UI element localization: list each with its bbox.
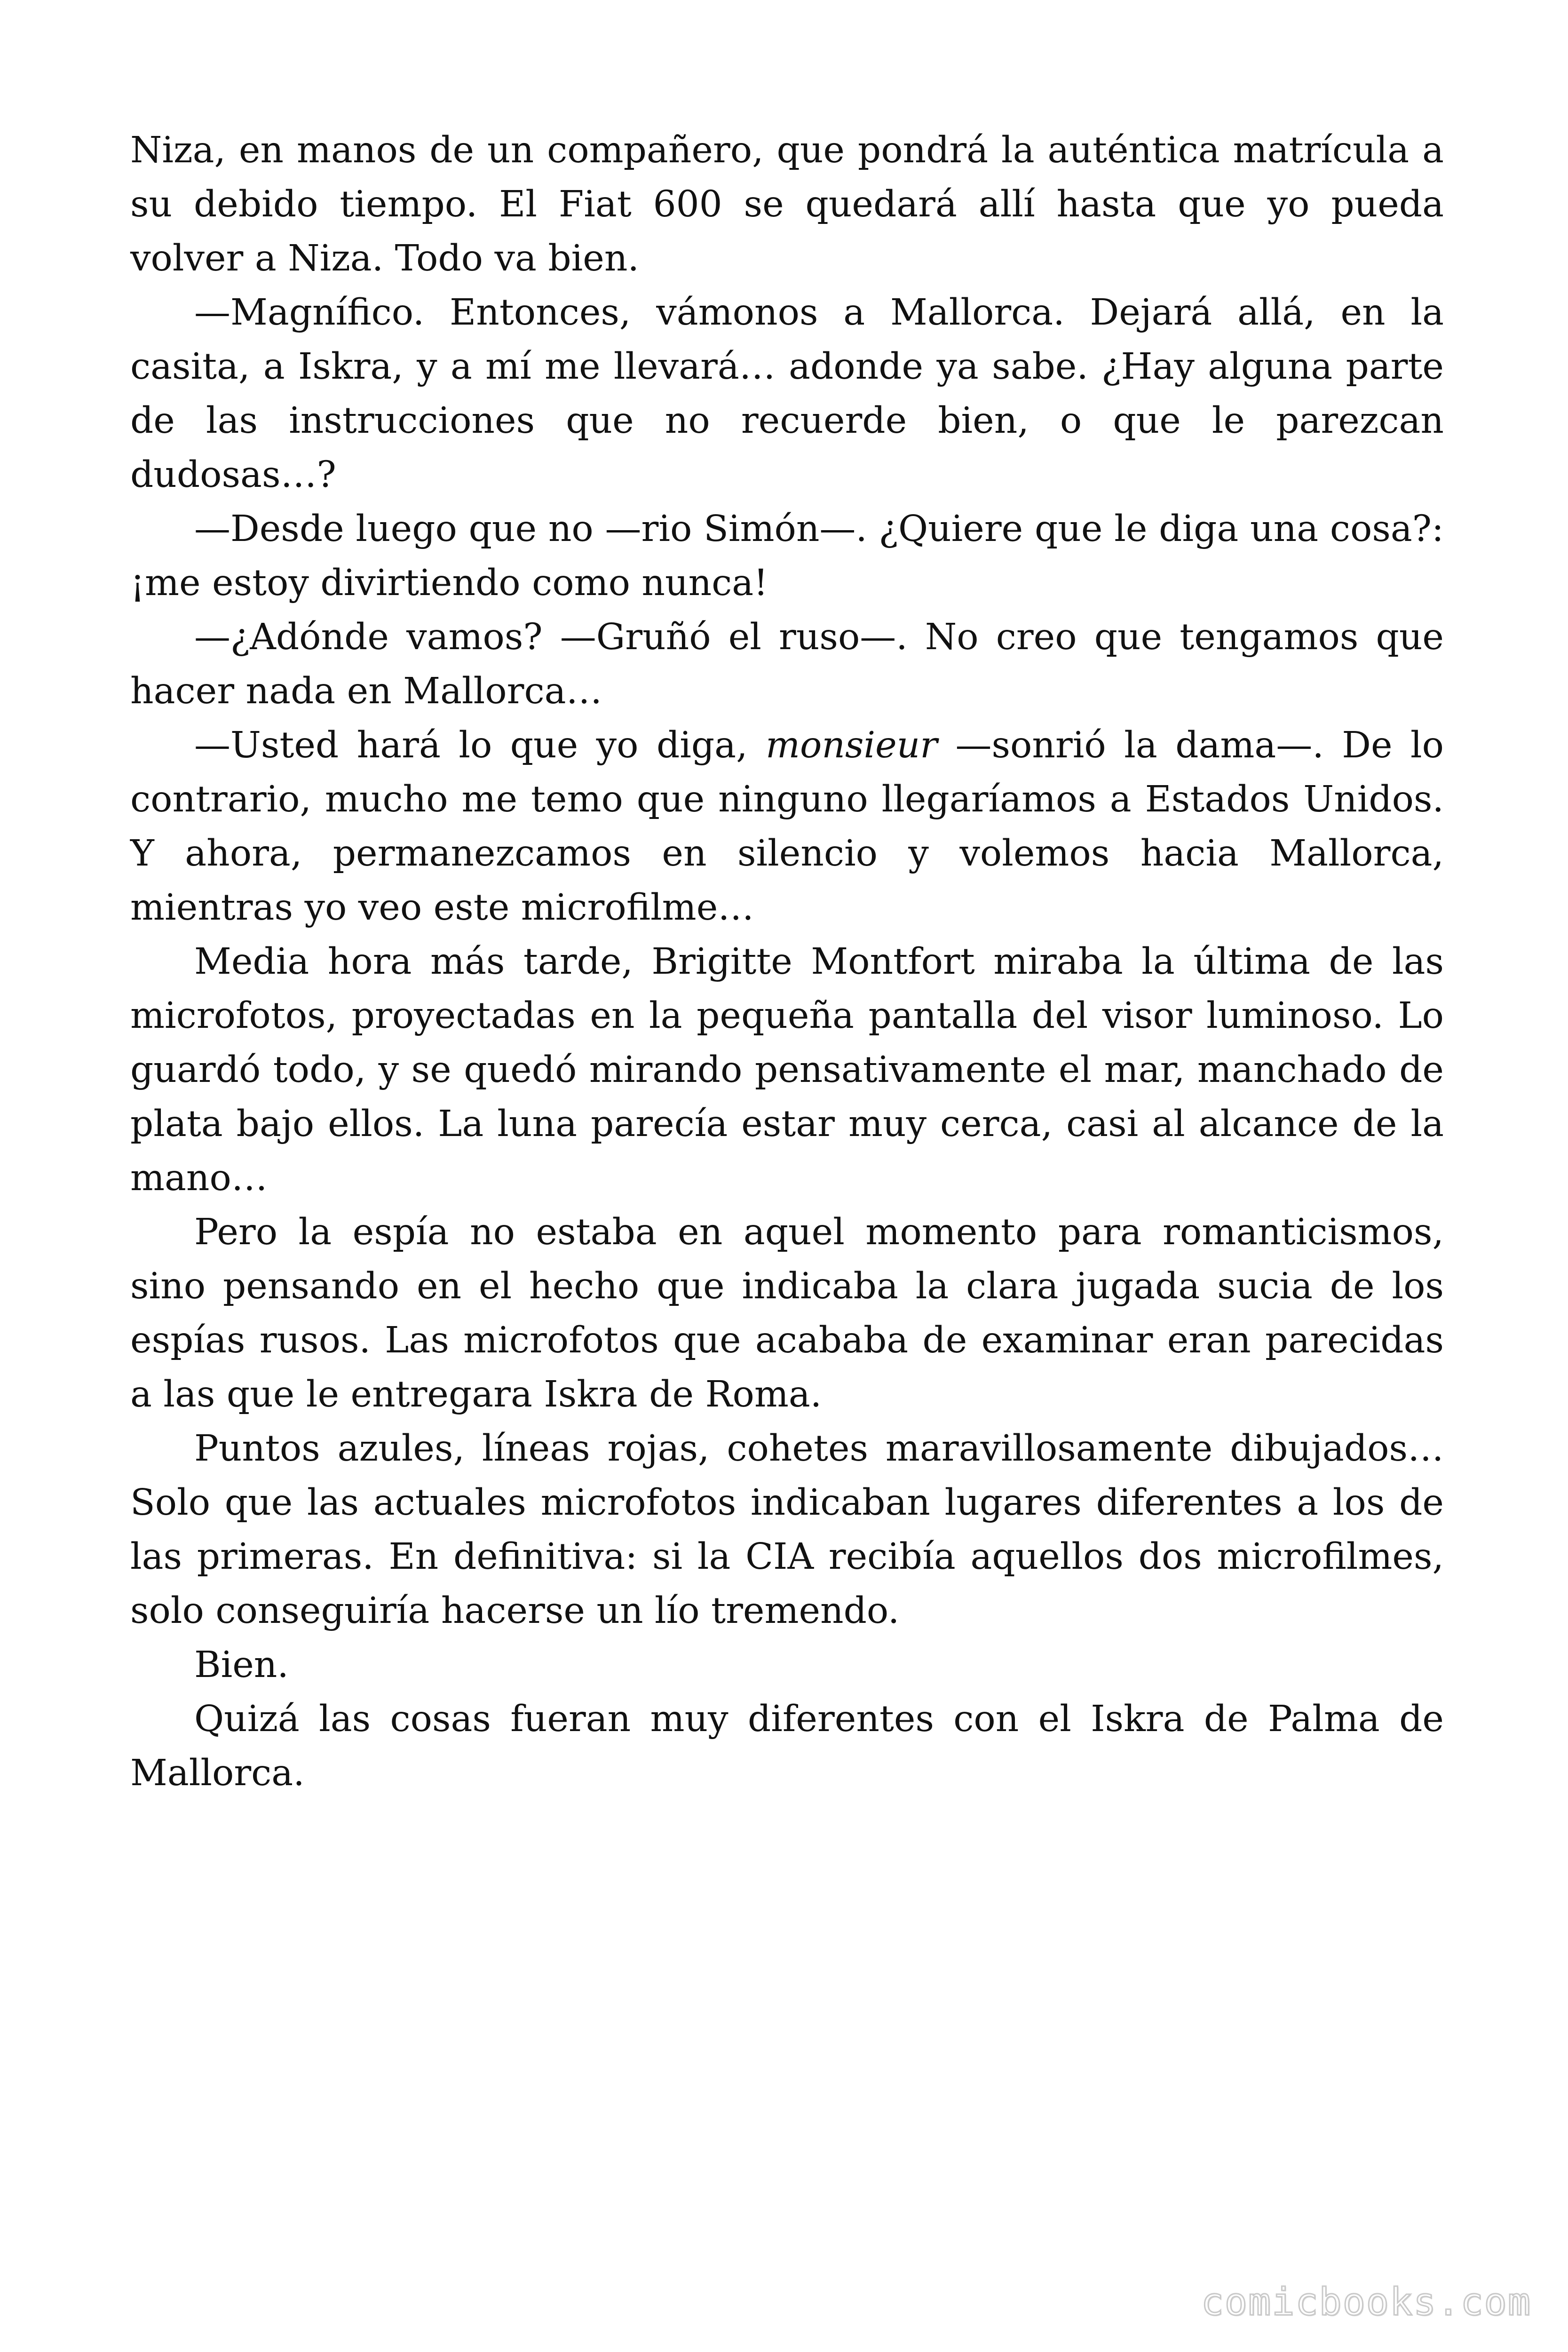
- paragraph: [130, 610, 1444, 718]
- paragraph: [130, 1422, 1444, 1638]
- paragraph: [130, 502, 1444, 610]
- paragraph-text: —Desde luego que no —rio Simón—. ¿Quiere que le diga una cosa?: ¡me estoy divirtiendo como nunca!: [130, 508, 1444, 604]
- paragraph-text: —¿Adónde vamos? —Gruñó el ruso—. No creo que tengamos que hacer nada en Mallorca…: [130, 616, 1444, 712]
- paragraph-text: Media hora más tarde, Brigitte Montfort miraba la última de las microfotos, proyectadas en la pequeña pantalla del visor luminoso. Lo guardó todo, y se quedó mirando pensativamente el mar, manchado de plata bajo ellos. La luna parecía estar muy cerca, casi al alcance de la mano…: [130, 941, 1444, 1199]
- paragraph: [130, 123, 1444, 286]
- paragraph-text: Quizá las cosas fueran muy diferentes con el Iskra de Palma de Mallorca.: [130, 1698, 1444, 1794]
- italic-text: monsieur: [766, 724, 938, 766]
- paragraph-text: Bien.: [194, 1644, 289, 1686]
- paragraph-text: —sonrió la dama—. De lo contrario, mucho me temo que ninguno llegaríamos a Estados Unidos. Y ahora, permanezcamos en silencio y volemos hacia Mallorca, mientras yo veo este microfilme…: [130, 724, 1444, 929]
- paragraph: [130, 935, 1444, 1205]
- body-text: [130, 123, 1444, 1800]
- paragraph: [130, 1692, 1444, 1800]
- paragraph-text: Puntos azules, líneas rojas, cohetes maravillosamente dibujados… Solo que las actuales microfotos indicaban lugares diferentes a los de las primeras. En definitiva: si la CIA recibía aquellos dos microfilmes, solo conseguiría hacerse un lío tremendo.: [130, 1428, 1444, 1632]
- paragraph-text: Niza, en manos de un compañero, que pondrá la auténtica matrícula a su debido tiempo. El Fiat 600 se quedará allí hasta que yo pueda volver a Niza. Todo va bien.: [130, 129, 1444, 279]
- paragraph: [130, 1638, 1444, 1692]
- paragraph: [130, 718, 1444, 935]
- paragraph: [130, 286, 1444, 502]
- paragraph-text: —Usted hará lo que yo diga,: [194, 724, 766, 766]
- paragraph-text: —Magnífico. Entonces, vámonos a Mallorca. Dejará allá, en la casita, a Iskra, y a mí me llevará… adonde ya sabe. ¿Hay alguna parte de las instrucciones que no recuerde bien, o que le parezcan dudosas…?: [130, 292, 1444, 496]
- paragraph: [130, 1205, 1444, 1422]
- paragraph-text: Pero la espía no estaba en aquel momento para romanticismos, sino pensando en el hecho que indicaba la clara jugada sucia de los espías rusos. Las microfotos que acababa de examinar eran parecidas a las que le entregara Iskra de Roma.: [130, 1211, 1444, 1415]
- watermark-logo: comicbooks.com: [1201, 2280, 1531, 2324]
